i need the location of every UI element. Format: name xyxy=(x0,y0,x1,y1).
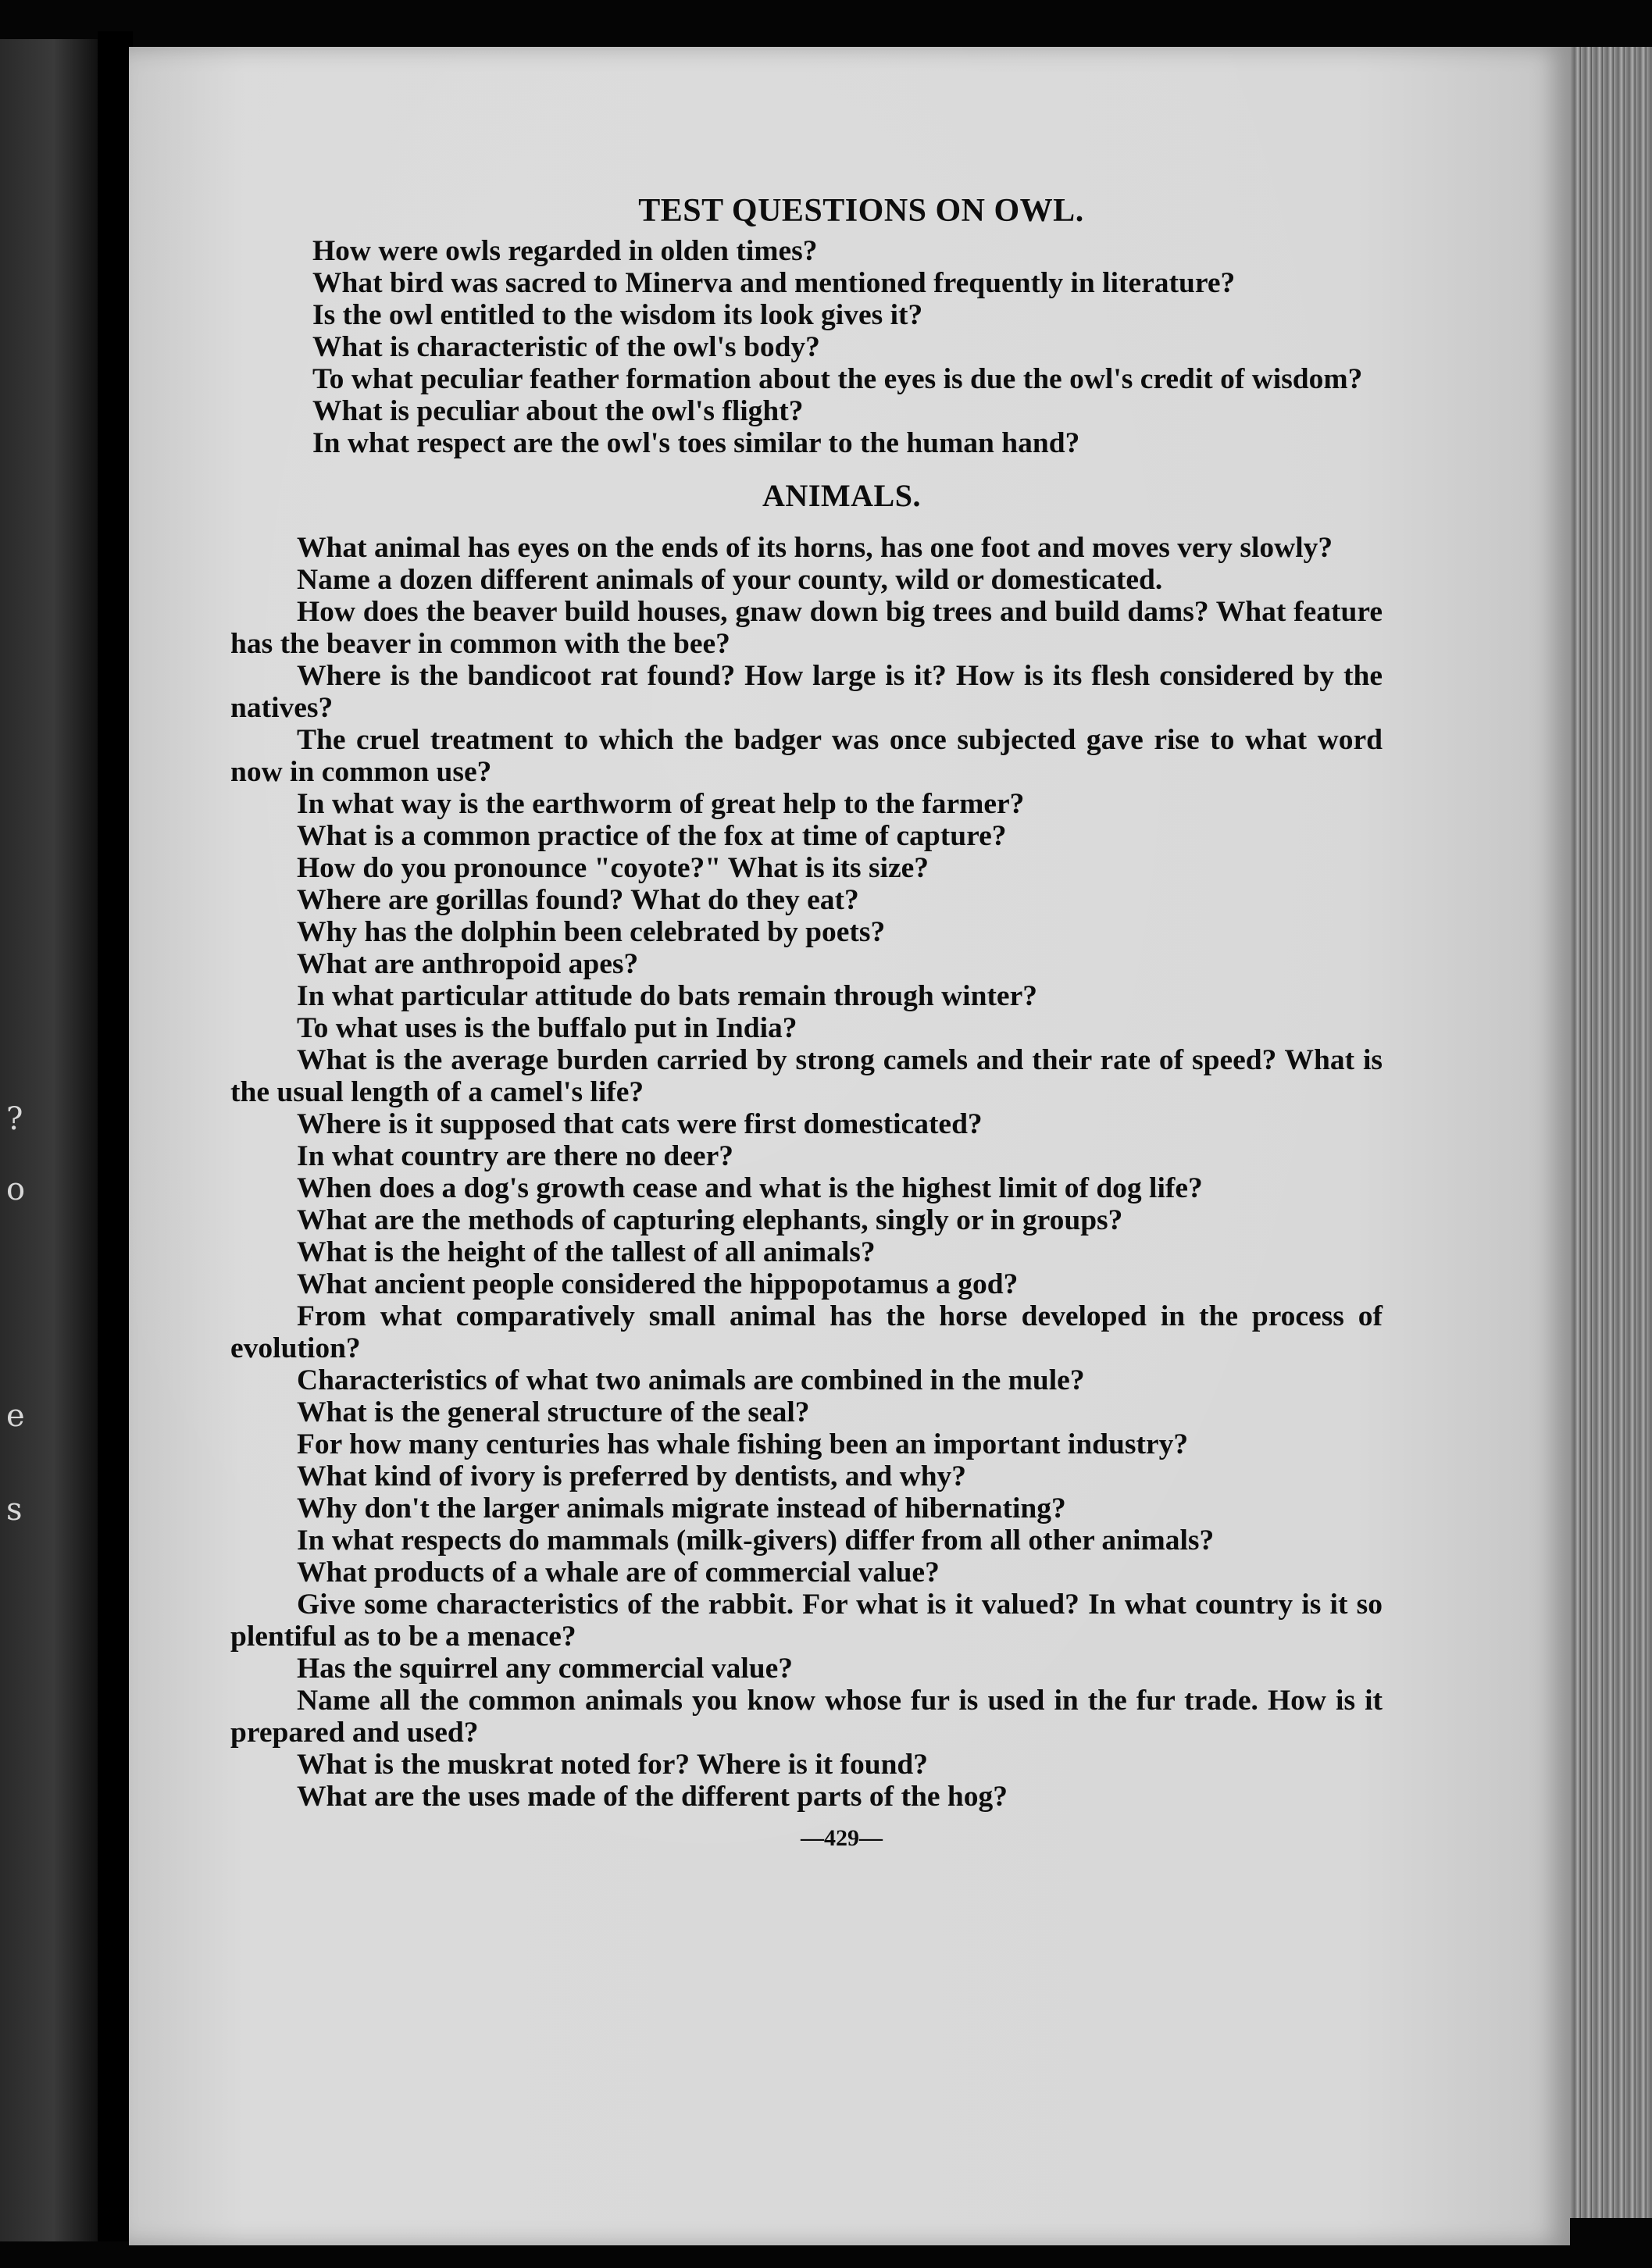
owl-question: What is characteristic of the owl's body? xyxy=(312,331,820,363)
animal-question: When does a dog's growth cease and what is the highest limit of dog life? xyxy=(297,1172,1203,1204)
owl-question: How were owls regarded in olden times? xyxy=(312,235,818,267)
animal-question: What are the methods of capturing elephants, singly or in groups? xyxy=(297,1204,1123,1236)
owl-question: To what peculiar feather formation about the eyes is due the owl's credit of wisdom? xyxy=(312,363,1363,395)
animal-question: What ancient people considered the hippopotamus a god? xyxy=(297,1268,1019,1300)
animal-question: What kind of ivory is preferred by dentists, and why? xyxy=(297,1460,967,1492)
animal-question: What is the general structure of the seal? xyxy=(297,1396,810,1428)
animal-question: To what uses is the buffalo put in India? xyxy=(297,1012,797,1044)
animal-question: In what respects do mammals (milk-givers) differ from all other animals? xyxy=(297,1524,1215,1557)
animal-question: What are anthropoid apes? xyxy=(297,948,639,980)
animal-question: What animal has eyes on the ends of its horns, has one foot and moves very slowly? xyxy=(297,532,1333,564)
page-text xyxy=(230,195,1383,1878)
left-page-mark: o xyxy=(6,1171,26,1207)
animal-question: Why don't the larger animals migrate instead of hibernating? xyxy=(297,1492,1066,1524)
animals-section-heading: ANIMALS. xyxy=(762,478,921,513)
animal-question: Why has the dolphin been celebrated by poets? xyxy=(297,916,886,948)
animal-question: What are the uses made of the different parts of the hog? xyxy=(297,1781,1008,1813)
owl-question: What bird was sacred to Minerva and mentioned frequently in literature? xyxy=(312,267,1236,299)
animal-question: The cruel treatment to which the badger was once subjected gave rise to what word now in common use? xyxy=(230,724,1383,788)
animal-question: What is the average burden carried by strong camels and their rate of speed? What is the usual length of a camel's life? xyxy=(230,1044,1383,1108)
animal-question: Give some characteristics of the rabbit. For what is it valued? In what country is it so plentiful as to be a menace? xyxy=(230,1589,1383,1653)
left-page-edge xyxy=(0,39,98,2241)
owl-question: Is the owl entitled to the wisdom its look gives it? xyxy=(312,299,923,331)
animal-question: In what country are there no deer? xyxy=(297,1140,733,1172)
owl-section-heading: TEST QUESTIONS ON OWL. xyxy=(638,193,1084,229)
animal-question: Name all the common animals you know whose fur is used in the fur trade. How is it prepared and used? xyxy=(230,1685,1383,1749)
animal-question: What is a common practice of the fox at time of capture? xyxy=(297,820,1007,852)
animals-question-list xyxy=(230,532,1383,1813)
owl-question: What is peculiar about the owl's flight? xyxy=(312,395,804,427)
left-page-mark: ? xyxy=(6,1101,23,1137)
page-number: —429— xyxy=(801,1825,883,1851)
animal-question: In what particular attitude do bats remain through winter? xyxy=(297,980,1037,1012)
animal-question: Where is the bandicoot rat found? How large is it? How is its flesh considered by the natives? xyxy=(230,660,1383,724)
animal-question: Has the squirrel any commercial value? xyxy=(297,1653,794,1685)
owl-question-list xyxy=(230,235,1383,459)
animal-question: What is the muskrat noted for? Where is it found? xyxy=(297,1749,929,1781)
animal-question: For how many centuries has whale fishing been an important industry? xyxy=(297,1428,1189,1460)
animal-question: How do you pronounce "coyote?" What is its size? xyxy=(297,852,929,884)
animal-question: What is the height of the tallest of all animals? xyxy=(297,1236,876,1268)
animal-question: How does the beaver build houses, gnaw down big trees and build dams? What feature has the beaver in common with the bee? xyxy=(230,596,1383,660)
book-spine-shadow xyxy=(98,31,133,2241)
animal-question: Where are gorillas found? What do they eat? xyxy=(297,884,859,916)
owl-question: In what respect are the owl's toes similar to the human hand? xyxy=(312,427,1080,459)
left-page-mark: s xyxy=(6,1492,23,1528)
animal-question: Characteristics of what two animals are combined in the mule? xyxy=(297,1364,1085,1396)
animal-question: Name a dozen different animals of your county, wild or domesticated. xyxy=(297,564,1163,596)
animal-question: Where is it supposed that cats were first domesticated? xyxy=(297,1108,983,1140)
left-page-mark: e xyxy=(6,1398,25,1434)
animal-question: In what way is the earthworm of great help to the farmer? xyxy=(297,788,1025,820)
animal-question: What products of a whale are of commercial value? xyxy=(297,1557,940,1589)
page-edges xyxy=(1570,47,1652,2218)
animal-question: From what comparatively small animal has the horse developed in the process of evolution? xyxy=(230,1300,1383,1364)
